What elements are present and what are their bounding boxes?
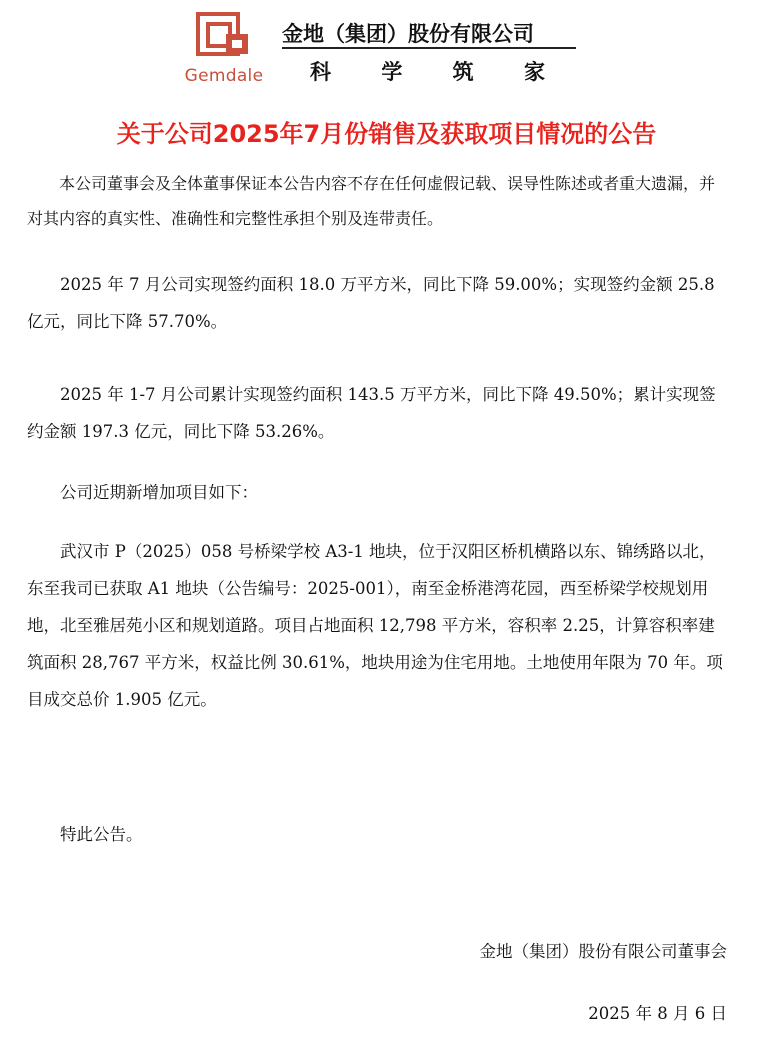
disclaimer-paragraph: 本公司董事会及全体董事保证本公告内容不存在任何虚假记载、误导性陈述或者重大遗漏，并对其内容的真实性、准确性和完整性承担个别及连带责任。 (27, 174, 716, 228)
projects-intro-paragraph: 公司近期新增加项目如下： (60, 483, 258, 502)
slogan-char: 学 (381, 60, 403, 84)
company-logo (178, 4, 270, 90)
signature-date: 2025 年 8 月 6 日 (588, 1004, 727, 1023)
slogan-char: 科 (310, 60, 331, 84)
gemdale-logo-mark-icon (196, 12, 252, 58)
slogan-char: 筑 (452, 60, 474, 84)
project-detail-paragraph: 武汉市 P（2025）058 号桥梁学校 A3-1 地块，位于汉阳区桥机横路以东、锦绣路以北，东至我司已获取 A1 地块（公告编号：2025-001），南至金桥港湾花园，西至桥梁学校规划用地，北至雅居苑小区和规划道路。项目占地面积 12,798 平方米，容积率 2.25，计算容积率建筑面积 28,767 平方米，权益比例 30.61%，地块用途为住宅用地。土地使用年限为 70 年。项目成交总价 1.905 亿元。 (27, 542, 723, 709)
signature-board: 金地（集团）股份有限公司董事会 (479, 942, 727, 961)
header-divider (282, 47, 576, 49)
company-slogan (310, 56, 545, 86)
monthly-sales-paragraph: 2025 年 7 月公司实现签约面积 18.0 万平方米，同比下降 59.00%；实现签约金额 25.8 亿元，同比下降 57.70%。 (27, 275, 715, 331)
logo-text: Gemdale (184, 66, 264, 86)
slogan-char: 家 (523, 60, 545, 84)
cumulative-sales-paragraph: 2025 年 1-7 月公司累计实现签约面积 143.5 万平方米，同比下降 49.50%；累计实现签约金额 197.3 亿元，同比下降 53.26%。 (27, 385, 716, 441)
closing-statement: 特此公告。 (60, 825, 143, 844)
announcement-title: 关于公司2025年7月份销售及获取项目情况的公告 (116, 120, 657, 148)
header-company-name: 金地（集团）股份有限公司 (282, 22, 534, 46)
